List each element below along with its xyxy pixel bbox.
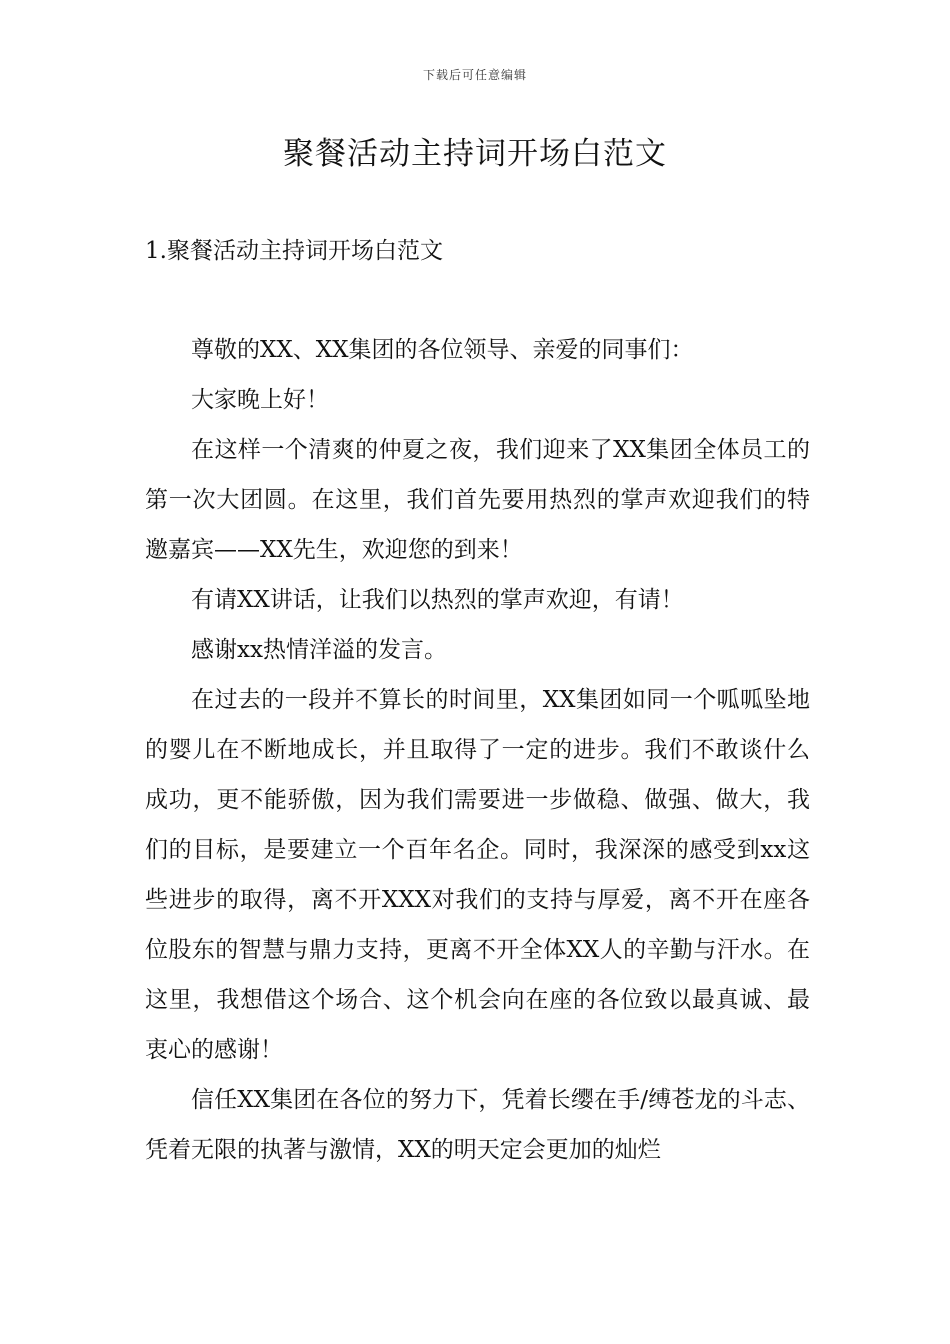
paragraph-progress: 在过去的一段并不算长的时间里，XX集团如同一个呱呱坠地的婴儿在不断地成长，并且取得了一定的进步。我们不敢谈什么成功，更不能骄傲，因为我们需要进一步做稳、做强、做大，我们的目标，是要建立一个百年名企。同时，我深深的感受到xx这些进步的取得，离不开XXX对我们的支持与厚爱，离不开在座各位股东的智慧与鼎力支持，更离不开全体XX人的辛勤与汗水。在这里，我想借这个场合、这个机会向在座的各位致以最真诚、最衷心的感谢！ bbox=[145, 687, 810, 1063]
header-note: 下载后可任意编辑 bbox=[422, 68, 527, 82]
paragraph-salutation: 尊敬的XX、XX集团的各位领导、亲爱的同事们： bbox=[191, 337, 694, 363]
document-title: 聚餐活动主持词开场白范文 bbox=[283, 136, 667, 172]
paragraph-invite-speech: 有请XX讲话，让我们以热烈的掌声欢迎，有请！ bbox=[191, 587, 684, 613]
paragraph-thanks-speech: 感谢xx热情洋溢的发言。 bbox=[191, 637, 447, 663]
paragraph-future: 信任XX集团在各位的努力下，凭着长缨在手/缚苍龙的斗志、凭着无限的执著与激情，XX的明天定会更加的灿烂 bbox=[145, 1087, 810, 1163]
paragraph-welcome: 在这样一个清爽的仲夏之夜，我们迎来了XX集团全体员工的第一次大团圆。在这里，我们首先要用热烈的掌声欢迎我们的特邀嘉宾——XX先生，欢迎您的到来！ bbox=[145, 437, 810, 563]
body-text bbox=[145, 325, 810, 1175]
section-heading: 1.聚餐活动主持词开场白范文 bbox=[145, 238, 443, 264]
paragraph-greeting: 大家晚上好！ bbox=[191, 387, 329, 413]
